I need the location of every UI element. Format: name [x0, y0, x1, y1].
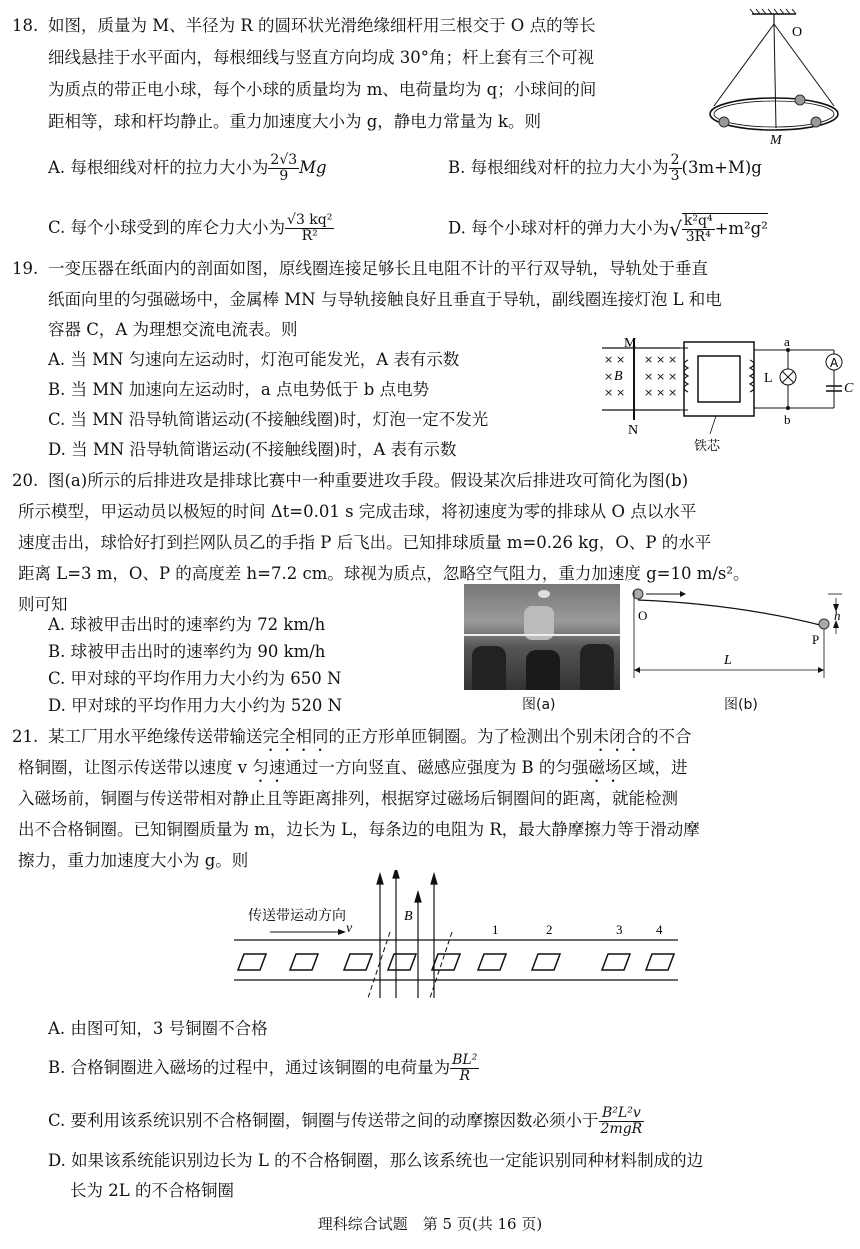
- q20-option-b: B. 球被甲击出时的速率约为 90 km/h: [48, 642, 326, 661]
- rod-label-n: N: [628, 423, 639, 438]
- q18-number: 18.: [12, 16, 39, 35]
- transformer-figure: [598, 336, 856, 460]
- q20-line-2: 所示模型，甲运动员以极短的时间 Δt=0.01 s 完成击球，将初速度为零的排球从 O 点以水平: [18, 502, 697, 521]
- trajectory-figure: [628, 586, 848, 690]
- ring-figure: [700, 6, 850, 146]
- q20-line-4: 距离 L=3 m，O、P 的高度差 h=7.2 cm。球视为质点，忽略空气阻力，重力加速度 g=10 m/s²。: [18, 564, 750, 583]
- q21-line-4: 出不合格铜圈。已知铜圈质量为 m，边长为 L，每条边的电阻为 R，最大静摩擦力等于滑动摩: [18, 820, 700, 839]
- svg-text:×: ×: [604, 353, 614, 366]
- q18-option-b: B. 每根细线对杆的拉力大小为 $\frac{2}{3}$ (3m+M)g: [448, 152, 762, 184]
- fraction: $\frac{2}{3}$: [670, 152, 680, 184]
- fraction: $\frac{\text{BL²}}{R}$: [452, 1052, 478, 1084]
- q21-line-2: 格铜圈，让图示传送带以速度 v 匀速通过一方向竖直、磁感应强度为 B 的匀强磁场区域，进: [18, 758, 688, 777]
- emphasis-text: 磁场: [588, 758, 622, 777]
- q21-number: 21.: [12, 727, 39, 746]
- conveyor-figure: [220, 870, 690, 1005]
- rod-label-m: M: [624, 336, 637, 351]
- coil-number-2: 2: [546, 922, 553, 937]
- caption-a: 图(a): [522, 697, 556, 713]
- svg-text:×: ×: [644, 353, 654, 366]
- point-label-o: O: [638, 608, 648, 623]
- core-label: 铁芯: [694, 439, 721, 454]
- fraction: $\frac{2√3}{9}$: [270, 152, 298, 184]
- q21-option-c: C. 要利用该系统识别不合格铜圈，铜圈与传送带之间的动摩擦因数必须小于 $\frac{\text{B²L²v}}{\text{2mgR}}$: [48, 1105, 643, 1137]
- svg-text:×: ×: [616, 353, 626, 366]
- svg-text:×: ×: [668, 370, 678, 383]
- direction-label: 传送带运动方向: [248, 908, 346, 924]
- q21-line-3: 入磁场前，铜圈与传送带相对静止且等距离排列，根据穿过磁场后铜圈间的距离，就能检测: [18, 789, 678, 808]
- ring-label-o: O: [792, 25, 803, 40]
- svg-text:×: ×: [656, 386, 666, 399]
- emphasis-text: 匀速: [252, 758, 286, 777]
- coil-number-1: 1: [492, 922, 499, 937]
- svg-text:×: ×: [656, 353, 666, 366]
- svg-text:×: ×: [644, 370, 654, 383]
- svg-text:×: ×: [644, 386, 654, 399]
- q18-line-2: 细线悬挂于水平面内，每根细线与竖直方向均成 30°角；杆上套有三个可视: [48, 48, 594, 67]
- distance-label: L: [724, 653, 732, 668]
- q20-option-d: D. 甲对球的平均作用力大小约为 520 N: [48, 696, 343, 715]
- q20-option-a: A. 球被甲击出时的速率约为 72 km/h: [48, 615, 326, 634]
- svg-text:×: ×: [604, 370, 614, 383]
- q20-line-3: 速度击出，球恰好打到拦网队员乙的手指 P 后飞出。已知排球质量 m=0.26 kg，O、P 的水平: [18, 533, 712, 552]
- svg-text:×: ×: [616, 386, 626, 399]
- page-footer: 理科综合试题 第 5 页(共 16 页): [317, 1215, 543, 1233]
- ring-label-m: M: [770, 133, 782, 146]
- q20-number: 20.: [12, 471, 39, 490]
- velocity-label: v: [346, 921, 353, 936]
- q21-option-a: A. 由图可知，3 号铜圈不合格: [48, 1019, 268, 1038]
- fraction: $\frac{\text{k²q⁴}}{\text{3R⁴}}$: [683, 213, 713, 245]
- q19-line-3: 容器 C，A 为理想交流电流表。则: [48, 320, 298, 339]
- q21-line-1: 某工厂用水平绝缘传送带输送完全相同的正方形单匝铜圈。为了检测出个别未闭合的不合: [48, 727, 692, 746]
- emphasis-text: 未闭合: [592, 727, 642, 746]
- q18-option-d: D. 每个小球对杆的弹力大小为√ $\frac{\text{k²q⁴}}{\text{3R⁴}}$ +m²g²: [448, 213, 768, 245]
- q19-option-a: A. 当 MN 匀速向左运动时，灯泡可能发光，A 表有示数: [48, 350, 460, 369]
- ammeter-label: A: [830, 356, 839, 370]
- node-label-b: b: [784, 412, 791, 427]
- q20-line-1: 图(a)所示的后排进攻是排球比赛中一种重要进攻手段。假设某次后排进攻可简化为图(b): [48, 471, 689, 490]
- q21-option-b: B. 合格铜圈进入磁场的过程中，通过该铜圈的电荷量为 $\frac{\text{BL²}}{R}$: [48, 1052, 478, 1084]
- q21-option-d-line-2: 长为 2L 的不合格铜圈: [70, 1181, 234, 1200]
- svg-text:×: ×: [668, 353, 678, 366]
- q20-option-c: C. 甲对球的平均作用力大小约为 650 N: [48, 669, 342, 688]
- coil-number-3: 3: [616, 922, 623, 937]
- q19-line-2: 纸面向里的匀强磁场中，金属棒 MN 与导轨接触良好且垂直于导轨，副线圈连接灯泡 L 和电: [48, 290, 722, 309]
- q18-line-3: 为质点的带正电小球，每个小球的质量均为 m、电荷量均为 q；小球间的间: [48, 80, 597, 99]
- node-label-a: a: [784, 336, 790, 349]
- point-label-p: P: [812, 632, 820, 647]
- q20-line-5: 则可知: [18, 595, 68, 614]
- svg-text:×: ×: [656, 370, 666, 383]
- volleyball-photo: [464, 584, 620, 690]
- q18-line-1: 如图，质量为 M、半径为 R 的圆环状光滑绝缘细杆用三根交于 O 点的等长: [48, 16, 596, 35]
- coil-number-4: 4: [656, 922, 663, 937]
- field-label-b: B: [614, 369, 623, 384]
- height-label: h: [834, 608, 841, 623]
- fraction: $\frac{\text{√3 kq²}}{\text{R²}}$: [287, 212, 333, 244]
- lamp-label: L: [764, 371, 773, 386]
- q19-number: 19.: [12, 259, 39, 278]
- svg-text:×: ×: [668, 386, 678, 399]
- q18-option-a: A. 每根细线对杆的拉力大小为 $\frac{2√3}{9}$ Mg: [48, 152, 327, 184]
- q18-option-c: C. 每个小球受到的库仑力大小为 $\frac{\text{√3 kq²}}{\text{R²}}$: [48, 212, 333, 244]
- q21-option-d-line-1: D. 如果该系统能识别边长为 L 的不合格铜圈，那么该系统也一定能识别同种材料制成的边: [48, 1151, 704, 1170]
- svg-text:×: ×: [604, 386, 614, 399]
- q18-line-4: 距相等，球和杆均静止。重力加速度大小为 g，静电力常量为 k。则: [48, 112, 542, 131]
- capacitor-label: C: [844, 381, 854, 396]
- caption-b: 图(b): [724, 697, 758, 713]
- q19-option-d: D. 当 MN 沿导轨简谐运动(不接触线圈)时，A 表有示数: [48, 440, 457, 459]
- q19-option-c: C. 当 MN 沿导轨简谐运动(不接触线圈)时，灯泡一定不发光: [48, 410, 489, 429]
- q21-line-5: 擦力，重力加速度大小为 g。则: [18, 851, 249, 870]
- q19-line-1: 一变压器在纸面内的剖面如图，原线圈连接足够长且电阻不计的平行双导轨，导轨处于垂直: [48, 259, 708, 278]
- field-label-b: B: [404, 909, 413, 924]
- emphasis-text: 完全相同: [262, 727, 329, 746]
- q19-option-b: B. 当 MN 加速向左运动时，a 点电势低于 b 点电势: [48, 380, 430, 399]
- fraction: $\frac{\text{B²L²v}}{\text{2mgR}}$: [600, 1105, 643, 1137]
